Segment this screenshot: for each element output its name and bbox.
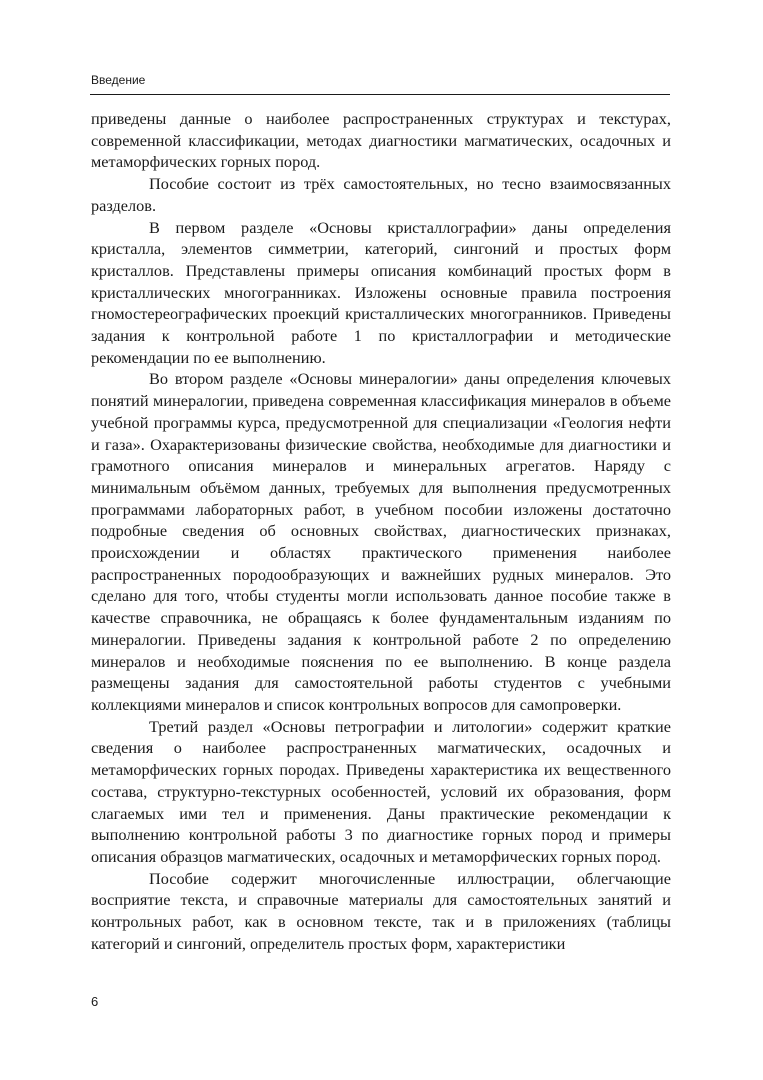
paragraph-structure: Пособие состоит из трёх самостоятельных, но тесно взаимосвязанных разделов. <box>91 174 671 215</box>
running-header: Введение <box>91 73 146 87</box>
header-divider <box>90 94 670 95</box>
paragraph-mineralogy: Во втором разделе «Основы минералогии» даны определения ключевых понятий минералогии, приведена современная классификация минералов в объеме учебной программы курса, предусмотренной для специализации «Геология нефти и газа». Охарактеризованы физические свойства, необходимые для диагностики и грамотного описания минералов и минеральных агрегатов. Наряду с минимальным объёмом данных, требуемых для выполнения предусмотренных программами лабораторных работ, в учебном пособии изложены достаточно подробные сведения об основных свойствах, диагностических признаках, происхождении и областях практического применения наиболее распространенных породообразующих и важнейших рудных минералов. Это сделано для того, чтобы студенты могли использовать данное пособие также в качестве справочника, не обращаясь к более фундаментальным изданиям по минералогии. Приведены задания к контрольной работе 2 по определению минералов и необходимые пояснения по ее выполнению. В конце раздела размещены задания для самостоятельной работы студентов с учебными коллекциями минералов и список контрольных вопросов для самопроверки. <box>91 369 671 714</box>
paragraph-petrography: Третий раздел «Основы петрографии и литологии» содержит краткие сведения о наиболее распространенных магматических, осадочных и метаморфических горных породах. Приведены характеристика их вещественного состава, структурно-текстурных особенностей, условий их образования, форм слагаемых ими тел и применения. Даны практические рекомендации к выполнению контрольной работы 3 по диагностике горных пород и примеры описания образцов магматических, осадочных и метаморфических горных пород. <box>91 716 671 866</box>
paragraph-illustrations: Пособие содержит многочисленные иллюстрации, облегчающие восприятие текста, и справочные материалы для самостоятельных занятий и контрольных работ, как в основном тексте, так и в приложениях (таблицы категорий и сингоний, определитель простых форм, характеристики <box>91 868 671 953</box>
paragraph-crystallography: В первом разделе «Основы кристаллографии» даны определения кристалла, элементов симметрии, категорий, сингоний и простых форм кристаллов. Представлены примеры описания комбинаций простых форм в кристаллических многогранниках. Изложены основные правила построения гномостереографических проекций кристаллических многогранников. Приведены задания к контрольной работе 1 по кристаллографии и методические рекомендации по ее выполнению. <box>91 217 671 367</box>
paragraph-continuation: приведены данные о наиболее распространенных структурах и текстурах, современной классификации, методах диагностики магматических, осадочных и метаморфических горных пород. <box>91 109 671 172</box>
body-text <box>91 108 671 954</box>
page-number: 6 <box>91 994 99 1009</box>
